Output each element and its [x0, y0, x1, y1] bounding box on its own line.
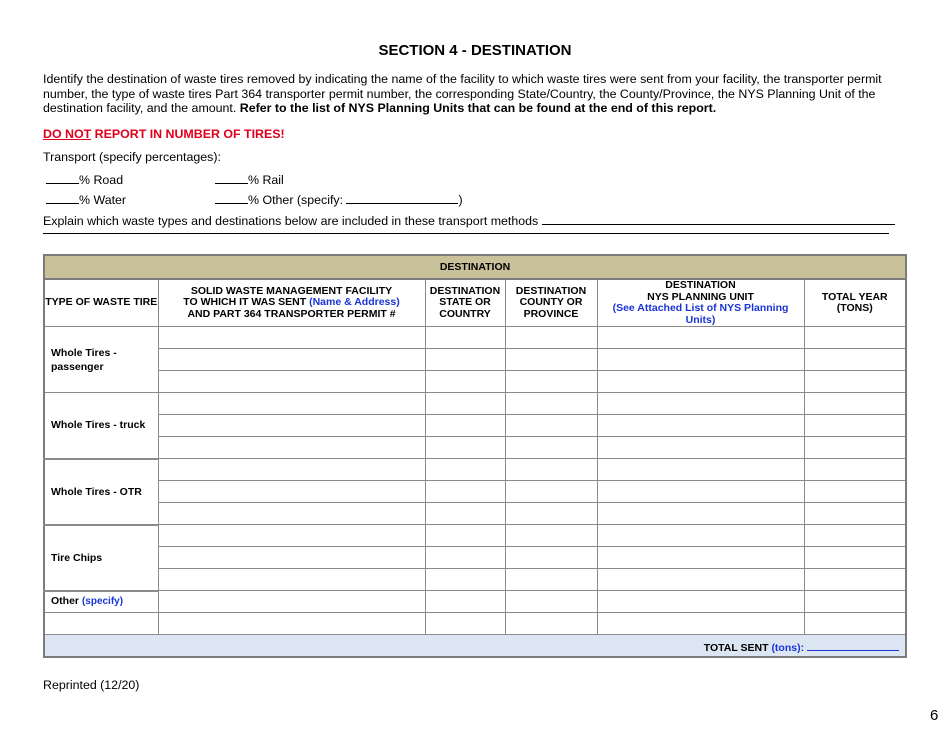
input-cell[interactable] [804, 437, 906, 459]
col-facility-name-address: (Name & Address) [309, 296, 400, 309]
row-label-passenger: Whole Tires - passenger [44, 327, 158, 393]
reprinted-note: Reprinted (12/20) [43, 678, 140, 692]
col-facility [158, 279, 425, 327]
road-label: % Road [79, 173, 124, 187]
col-nys-line1: DESTINATION [665, 279, 736, 291]
rail-label: % Rail [248, 173, 284, 187]
input-cell[interactable] [505, 547, 597, 569]
input-cell[interactable] [505, 415, 597, 437]
road-percent-field [46, 171, 123, 187]
col-nys-line3: (See Attached List of NYS Planning Units) [612, 302, 789, 326]
input-cell[interactable] [158, 481, 425, 503]
total-sent-blank[interactable] [807, 638, 899, 651]
input-cell[interactable] [158, 349, 425, 371]
input-cell[interactable] [425, 327, 505, 349]
input-cell[interactable] [425, 569, 505, 591]
other-label: % Other (specify: [248, 193, 344, 207]
input-cell[interactable] [597, 371, 804, 393]
input-cell[interactable] [804, 349, 906, 371]
explain-label: Explain which waste types and destinations below are included in these transport methods [43, 214, 539, 228]
transport-label: Transport (specify percentages): [43, 150, 221, 164]
input-cell[interactable] [804, 613, 906, 635]
other-percent-field [215, 191, 463, 207]
explain-continuation-line[interactable] [43, 233, 889, 234]
input-cell[interactable] [597, 459, 804, 481]
water-blank[interactable] [46, 191, 79, 204]
col-nys-planning-unit [597, 279, 804, 327]
input-cell[interactable] [425, 393, 505, 415]
input-cell[interactable] [597, 415, 804, 437]
row-label-truck: Whole Tires - truck [44, 393, 158, 459]
warning-rest: REPORT IN NUMBER OF TIRES! [91, 127, 285, 141]
input-cell[interactable] [505, 459, 597, 481]
input-cell[interactable] [505, 569, 597, 591]
destination-header: DESTINATION [44, 255, 906, 279]
input-cell[interactable] [158, 459, 425, 481]
input-cell[interactable] [505, 437, 597, 459]
input-cell[interactable] [425, 415, 505, 437]
other-blank[interactable] [215, 191, 248, 204]
input-cell[interactable] [597, 437, 804, 459]
rail-percent-field [215, 171, 284, 187]
explain-blank[interactable] [542, 212, 895, 225]
input-cell[interactable] [505, 349, 597, 371]
input-cell[interactable] [597, 547, 804, 569]
other-close: ) [458, 193, 463, 207]
input-cell[interactable] [425, 503, 505, 525]
input-cell[interactable] [505, 503, 597, 525]
input-cell[interactable] [804, 371, 906, 393]
input-cell[interactable] [158, 371, 425, 393]
input-cell[interactable] [158, 437, 425, 459]
input-cell[interactable] [804, 547, 906, 569]
input-cell[interactable] [597, 613, 804, 635]
input-cell[interactable] [597, 481, 804, 503]
section-title: SECTION 4 - DESTINATION [378, 42, 572, 59]
input-cell[interactable] [425, 525, 505, 547]
input-cell[interactable] [425, 459, 505, 481]
input-cell[interactable] [158, 503, 425, 525]
input-cell[interactable] [158, 415, 425, 437]
water-label: % Water [79, 193, 127, 207]
input-cell[interactable] [505, 613, 597, 635]
col-nys-line2: NYS PLANNING UNIT [647, 290, 754, 303]
col-type-of-waste-tire: TYPE OF WASTE TIRE [44, 279, 158, 327]
input-cell[interactable] [804, 525, 906, 547]
input-cell[interactable] [158, 591, 425, 613]
col-county-or-province: DESTINATION COUNTY OR PROVINCE [505, 279, 597, 327]
total-sent-row [44, 635, 906, 658]
input-cell[interactable] [597, 569, 804, 591]
input-cell[interactable] [597, 525, 804, 547]
input-cell[interactable] [425, 591, 505, 613]
road-blank[interactable] [46, 171, 79, 184]
input-cell[interactable] [804, 481, 906, 503]
input-cell[interactable] [158, 569, 425, 591]
explain-field [43, 212, 895, 228]
instructions-paragraph [43, 72, 908, 116]
row-label-other [44, 591, 158, 613]
input-cell[interactable] [158, 547, 425, 569]
input-cell[interactable] [804, 415, 906, 437]
col-state-or-country: DESTINATION STATE OR COUNTRY [425, 279, 505, 327]
input-cell[interactable] [505, 525, 597, 547]
col-total-year: TOTAL YEAR (TONS) [804, 279, 906, 327]
input-cell[interactable] [804, 569, 906, 591]
input-cell[interactable] [597, 393, 804, 415]
input-cell[interactable] [804, 459, 906, 481]
input-cell[interactable] [597, 327, 804, 349]
warning-do-not: DO NOT [43, 127, 92, 141]
other-specify-blank[interactable] [346, 191, 458, 204]
input-cell[interactable] [425, 547, 505, 569]
input-cell[interactable] [158, 613, 425, 635]
row-label-tire-chips: Tire Chips [44, 525, 158, 591]
instructions-bold-note: Refer to the list of NYS Planning Units that can be found at the end of this report. [239, 101, 717, 116]
input-cell[interactable] [425, 349, 505, 371]
instructions-text: Identify the destination of waste tires removed by indicating the name of the facility to which waste tires were sent from your facility, the transporter permit number, the type of waste tires Part 364 transporter permit number, the corresponding State/Country, the County/Province, the NYS Planning Unit of the destination facility, and the amount. [43, 72, 882, 116]
other-specify-cell[interactable] [44, 613, 158, 635]
input-cell[interactable] [597, 349, 804, 371]
input-cell[interactable] [597, 503, 804, 525]
input-cell[interactable] [505, 327, 597, 349]
warning-note [43, 127, 285, 141]
input-cell[interactable] [505, 591, 597, 613]
rail-blank[interactable] [215, 171, 248, 184]
water-percent-field [46, 191, 126, 207]
input-cell[interactable] [425, 481, 505, 503]
total-sent-label: TOTAL SENT [703, 641, 769, 654]
input-cell[interactable] [505, 393, 597, 415]
page-number: 6 [930, 707, 939, 724]
input-cell[interactable] [158, 525, 425, 547]
input-cell[interactable] [425, 613, 505, 635]
row-label-other-text: Other [51, 595, 80, 608]
input-cell[interactable] [804, 327, 906, 349]
input-cell[interactable] [804, 503, 906, 525]
input-cell[interactable] [804, 393, 906, 415]
input-cell[interactable] [425, 371, 505, 393]
input-cell[interactable] [158, 327, 425, 349]
row-label-other-specify: (specify) [81, 596, 124, 608]
destination-table [43, 254, 907, 658]
input-cell[interactable] [804, 591, 906, 613]
input-cell[interactable] [505, 481, 597, 503]
row-label-otr: Whole Tires - OTR [44, 459, 158, 525]
input-cell[interactable] [425, 437, 505, 459]
input-cell[interactable] [597, 591, 804, 613]
col-facility-line1: SOLID WASTE MANAGEMENT FACILITY [190, 284, 393, 297]
input-cell[interactable] [158, 393, 425, 415]
col-facility-line3: AND PART 364 TRANSPORTER PERMIT # [187, 307, 396, 320]
input-cell[interactable] [505, 371, 597, 393]
total-sent-units: (tons): [771, 641, 805, 654]
col-facility-line2: TO WHICH IT WAS SENT [183, 296, 310, 309]
